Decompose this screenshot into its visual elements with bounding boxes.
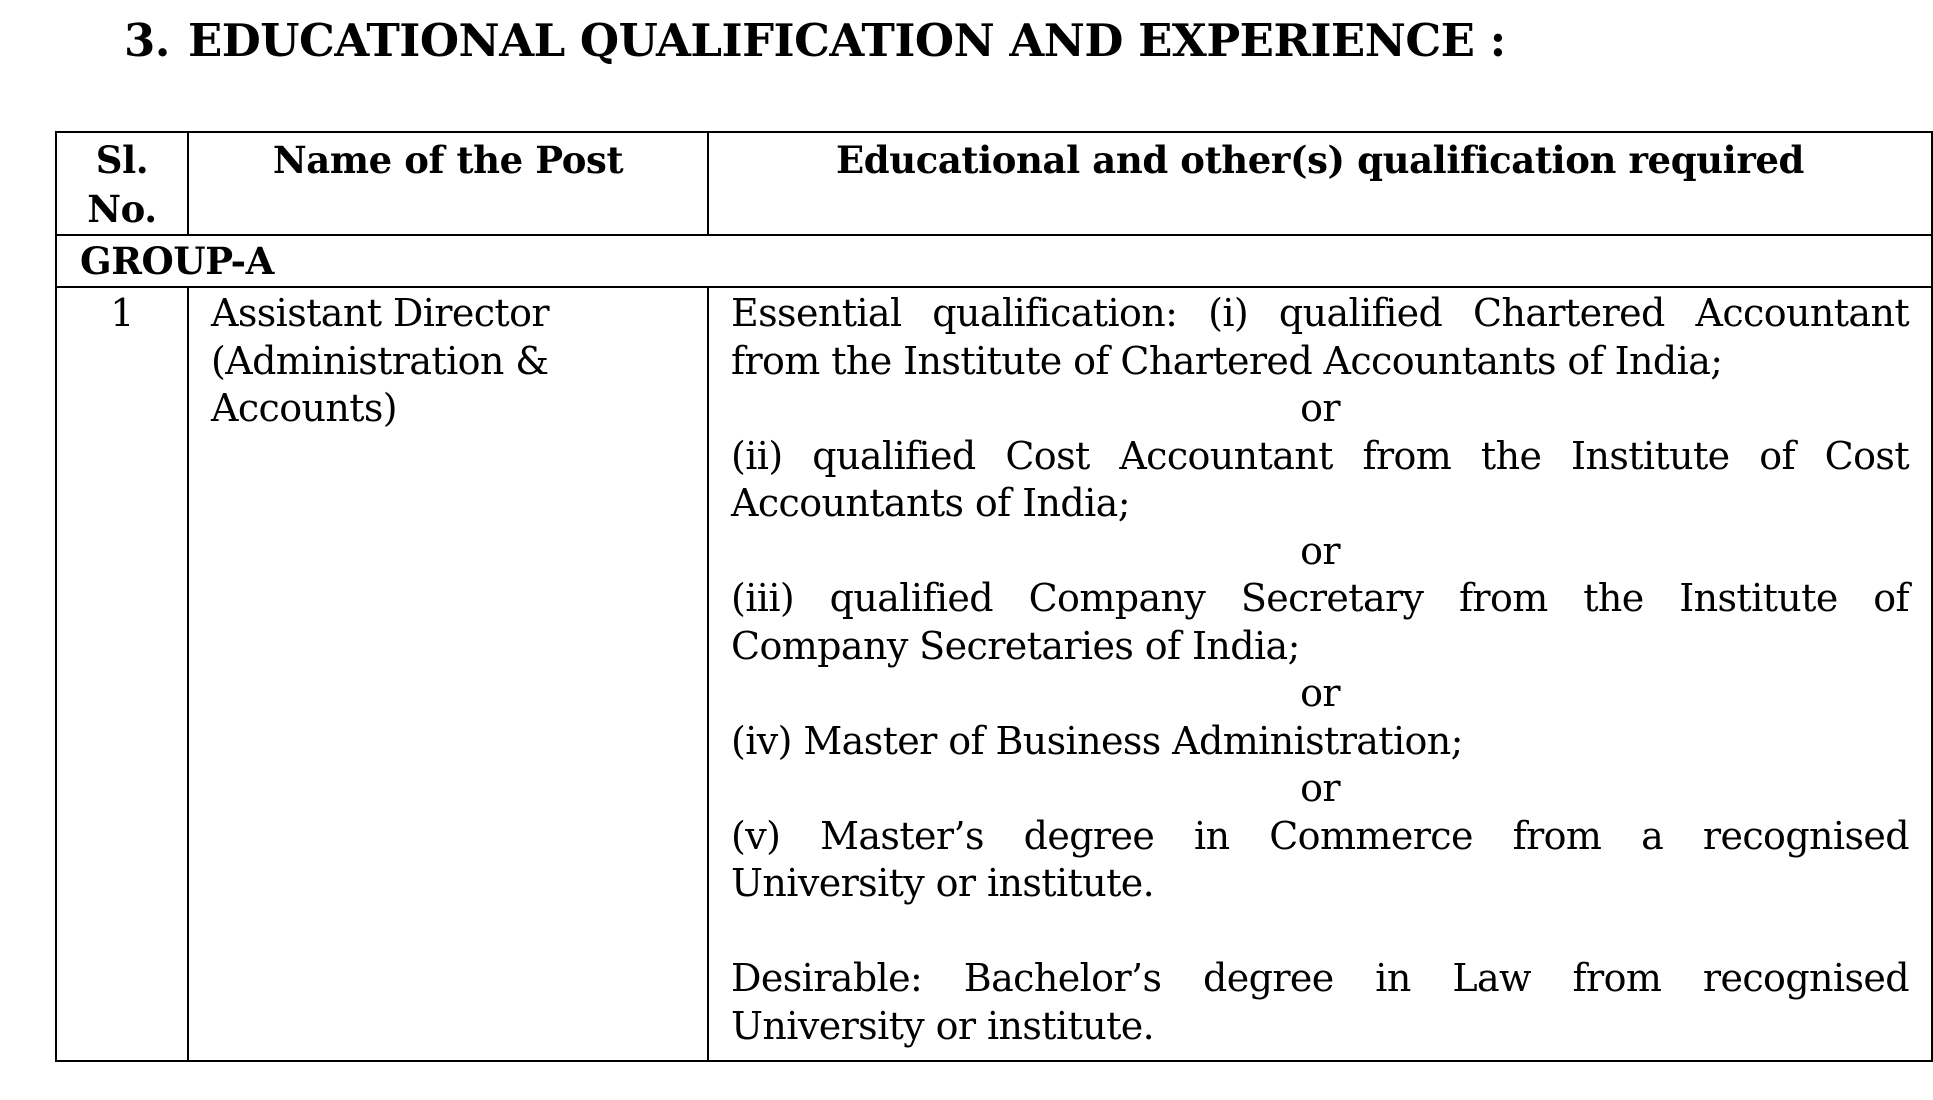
qualification-table (55, 131, 1933, 1062)
desirable-qualification: Desirable: Bachelor’s degree in Law from recognised University or institute. (731, 956, 1909, 1048)
or-separator: or (1300, 766, 1340, 810)
table-row (56, 287, 1932, 1061)
section-number: 3. (124, 14, 170, 67)
row-sl-no: 1 (56, 287, 188, 1061)
spacer (731, 908, 1909, 956)
section-title: EDUCATIONAL QUALIFICATION AND EXPERIENCE : (187, 14, 1506, 67)
qualification-option-5: (v) Master’s degree in Commerce from a recognised University or institute. (731, 813, 1909, 905)
qualification-option-3: (iii) qualified Company Secretary from the Institute of Company Secretaries of India; (731, 576, 1909, 668)
group-row (56, 235, 1932, 287)
or-separator: or (1300, 671, 1340, 715)
qualification-option-1: Essential qualification: (i) qualified Chartered Accountant from the Institute of Chartered Accountants of India; (731, 291, 1909, 383)
qualification-option-4: (iv) Master of Business Administration; (731, 718, 1463, 763)
row-qualification (708, 287, 1932, 1061)
header-qualification: Educational and other(s) qualification required (708, 132, 1932, 235)
or-separator: or (1300, 528, 1340, 573)
section-heading (124, 14, 1506, 67)
qualification-option-2: (ii) qualified Cost Accountant from the Institute of Cost Accountants of India; (731, 433, 1909, 525)
header-sl-no: Sl. No. (56, 132, 188, 235)
row-post-name: Assistant Director (Administration & Accounts) (188, 287, 708, 1061)
table-header-row (56, 132, 1932, 235)
or-separator: or (1300, 386, 1340, 430)
group-label: GROUP-A (56, 235, 1932, 287)
header-post-name: Name of the Post (188, 132, 708, 235)
